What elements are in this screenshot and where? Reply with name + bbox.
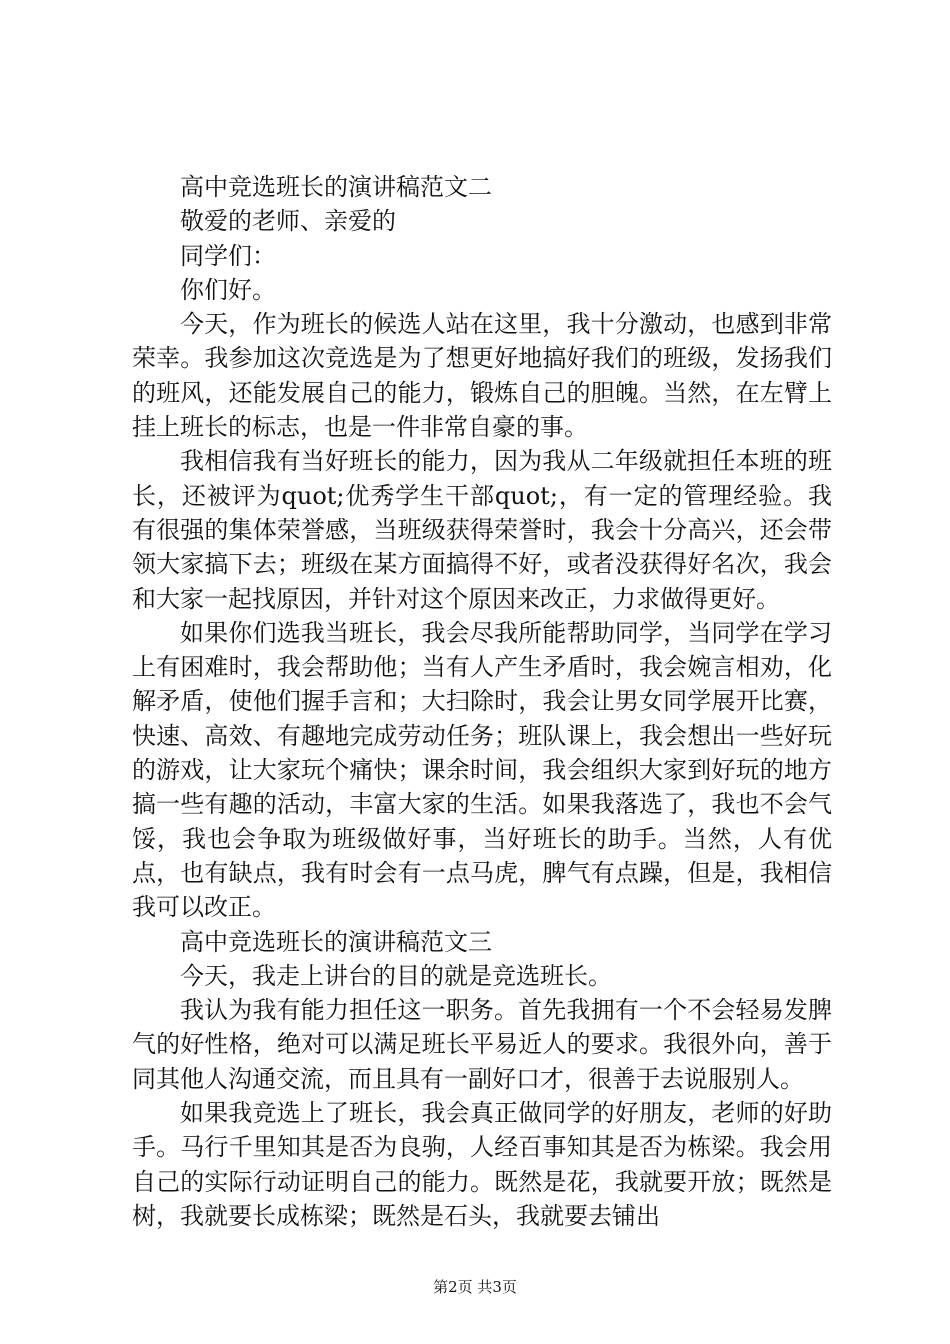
salutation-line: 敬爱的老师、亲爱的 [180,207,396,236]
page-number: 第2页 共3页 [433,1278,517,1296]
document-body [132,170,832,1233]
body-paragraph: 我认为我有能力担任这一职务。首先我拥有一个不会轻易发脾气的好性格，绝对可以满足班长平易近人的要求。我很外向，善于同其他人沟通交流，而且具有一副好口才，很善于去说服别人。 [132,996,832,1093]
body-paragraph: 今天，我走上讲台的目的就是竞选班长。 [180,961,612,990]
body-paragraph: 今天，作为班长的候选人站在这里，我十分激动，也感到非常荣幸。我参加这次竞选是为了想更好地搞好我们的班级，发扬我们的班风，还能发展自己的能力，锻炼自己的胆魄。当然，在左臂上挂上班长的标志，也是一件非常自豪的事。 [132,310,832,442]
section-heading: 高中竞选班长的演讲稿范文三 [180,927,492,956]
greeting-line: 你们好。 [180,275,276,304]
salutation-line: 同学们： [180,241,276,270]
body-paragraph: 我相信我有当好班长的能力，因为我从二年级就担任本班的班长，还被评为quot;优秀学生干部quot;，有一定的管理经验。我有很强的集体荣誉感，当班级获得荣誉时，我会十分高兴，还会带领大家搞下去；班级在某方面搞得不好，或者没获得好名次，我会和大家一起找原因，并针对这个原因来改正，力求做得更好。 [132,447,832,613]
page-footer [0,1276,950,1297]
body-paragraph: 如果我竞选上了班长，我会真正做同学的好朋友，老师的好助手。马行千里知其是否为良驹，人经百事知其是否为栋梁。我会用自己的实际行动证明自己的能力。既然是花，我就要开放；既然是树，我就要长成栋梁；既然是石头，我就要去铺出 [132,1099,832,1230]
section-heading: 高中竞选班长的演讲稿范文二 [180,173,492,201]
body-paragraph: 如果你们选我当班长，我会尽我所能帮助同学，当同学在学习上有困难时，我会帮助他；当有人产生矛盾时，我会婉言相劝，化解矛盾，使他们握手言和；大扫除时，我会让男女同学展开比赛，快速、高效、有趣地完成劳动任务；班队课上，我会想出一些好玩的游戏，让大家玩个痛快；课余时间，我会组织大家到好玩的地方搞一些有趣的活动，丰富大家的生活。如果我落选了，我也不会气馁，我也会争取为班级做好事，当好班长的助手。当然，人有优点，也有缺点，我有时会有一点马虎，脾气有点躁，但是，我相信我可以改正。 [132,618,832,922]
